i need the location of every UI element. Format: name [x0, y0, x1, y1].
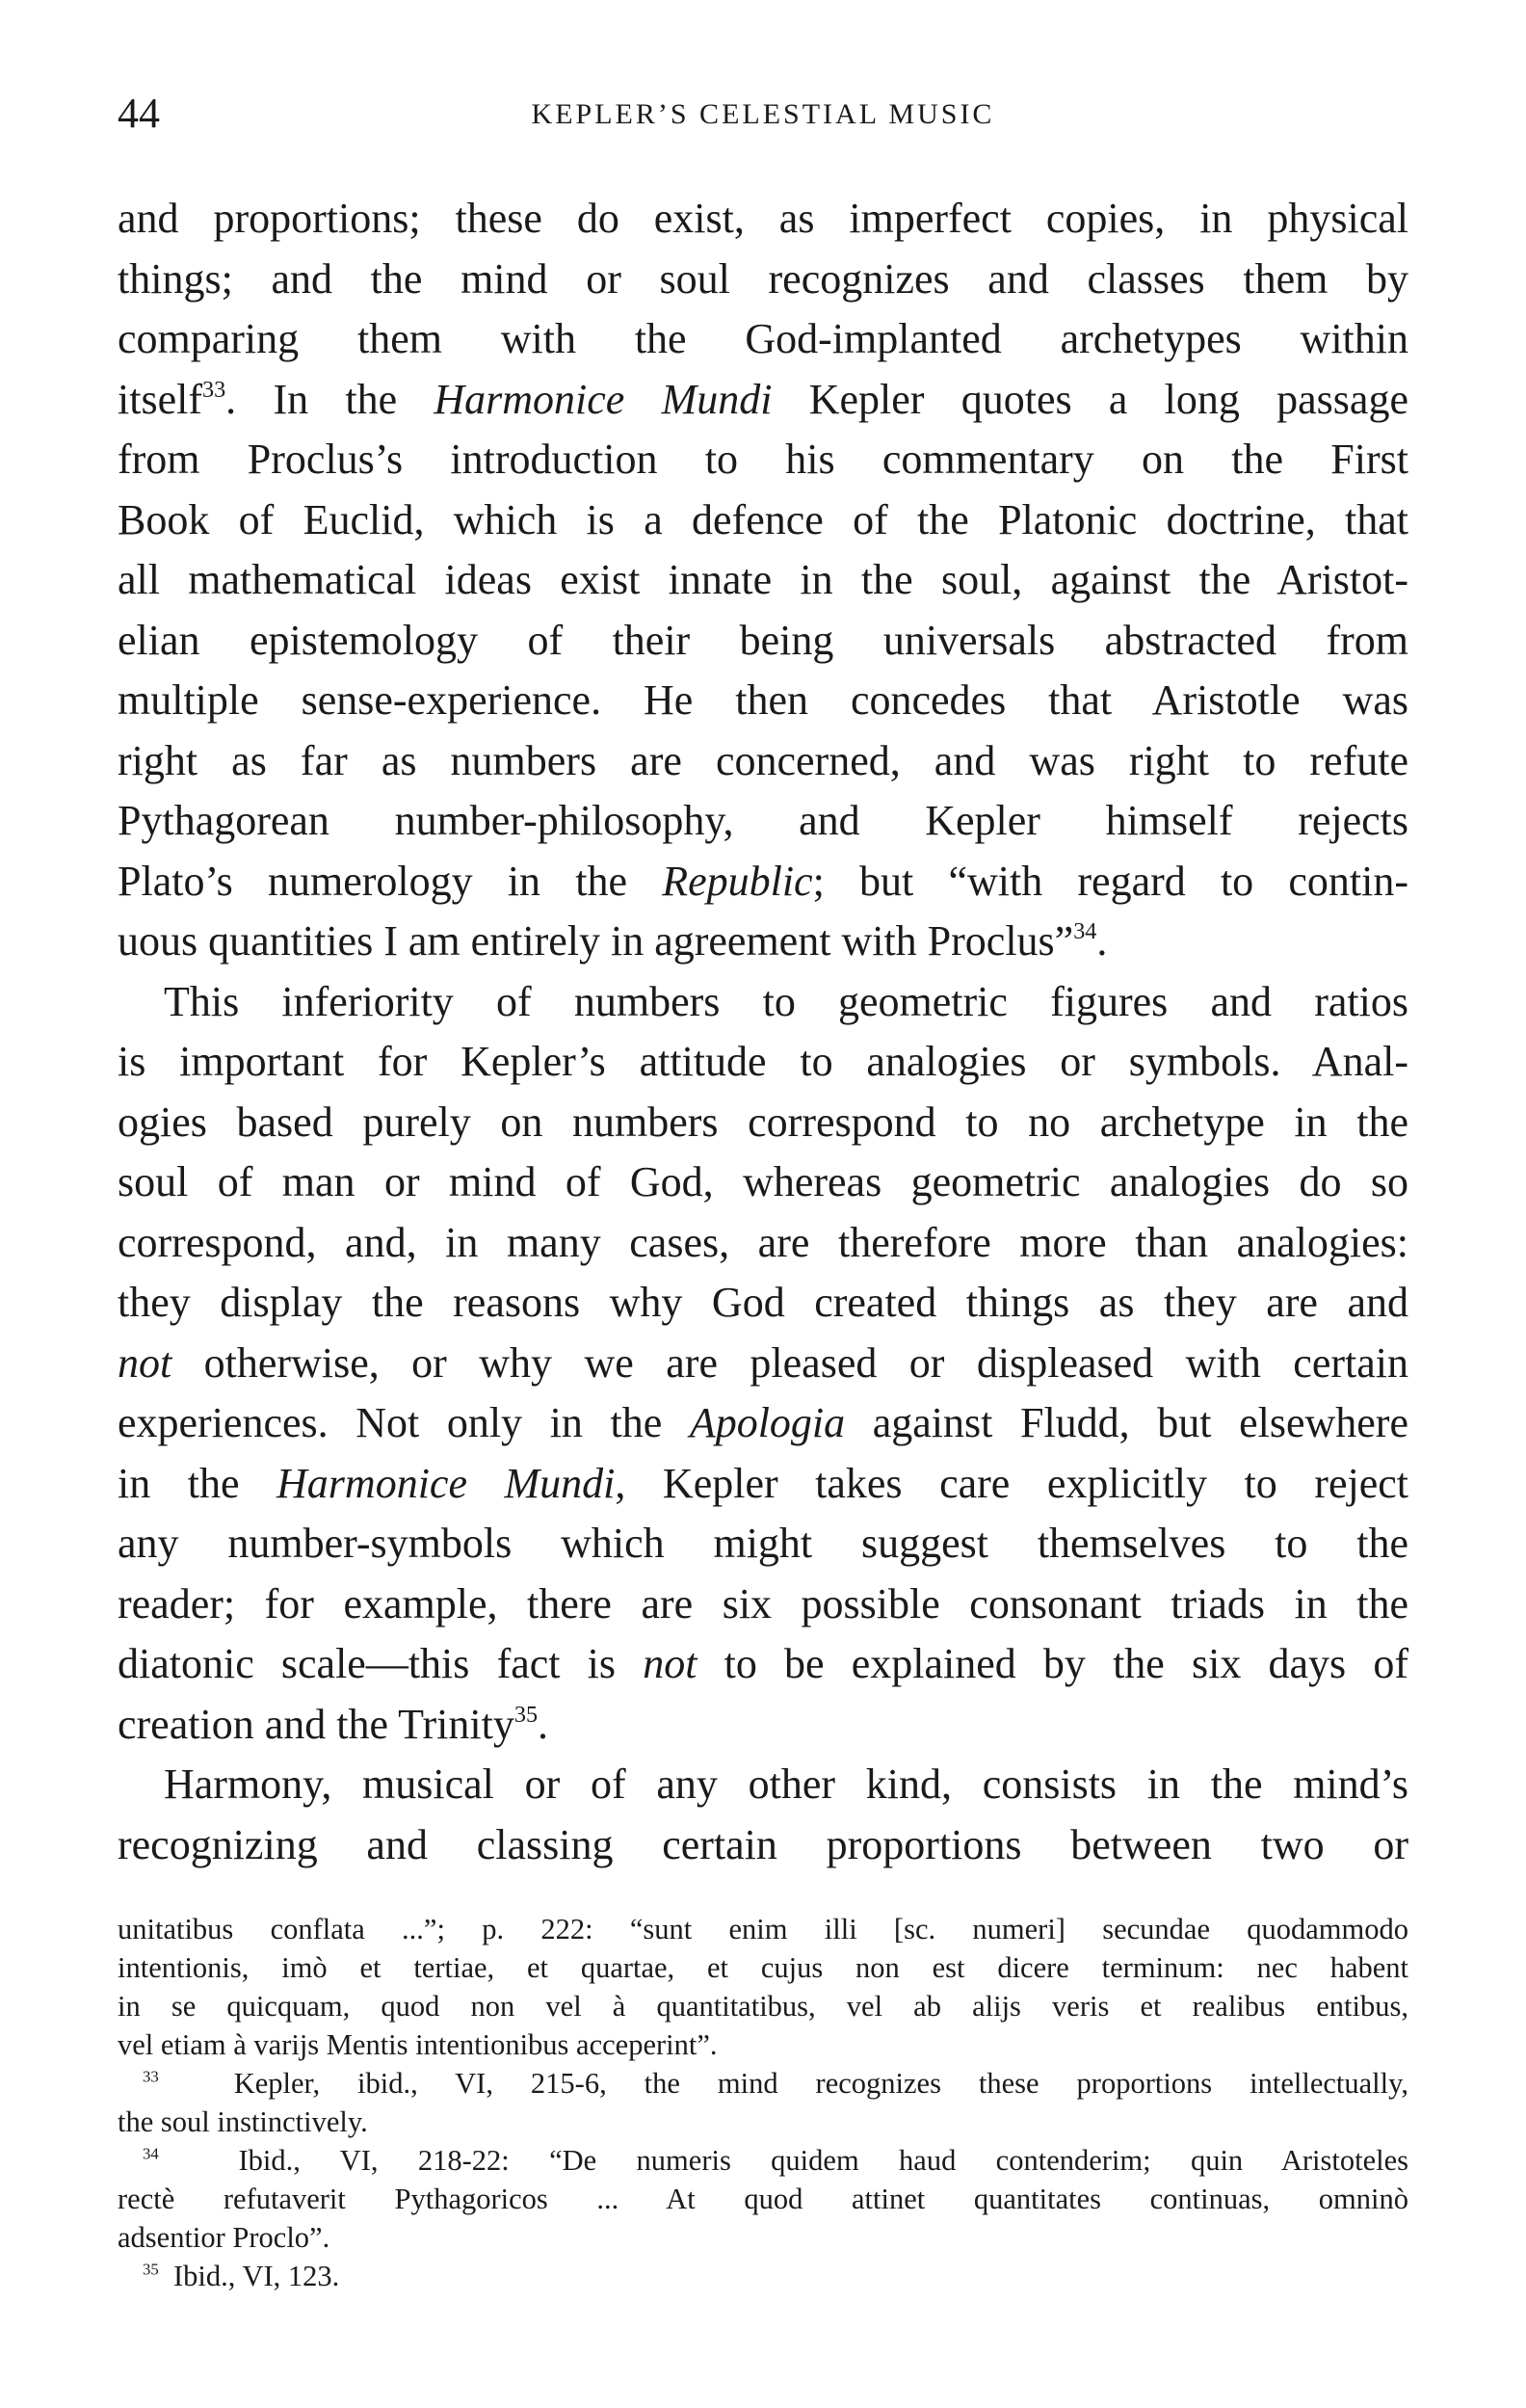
body-line: is important for Kepler’s attitude to analogies or symbols. Anal- — [118, 1038, 1408, 1085]
body-line: comparing them with the God-implanted archetypes within — [118, 315, 1408, 362]
footnote-line: unitatibus conflata ...”; p. 222: “sunt enim illi [sc. numeri] secundae quodammodo — [118, 1913, 1408, 1945]
body-line: not otherwise, or why we are pleased or displeased with certain — [118, 1338, 1408, 1387]
body-line: This inferiority of numbers to geometric figures and ratios — [164, 977, 1408, 1025]
footnotes — [118, 1910, 1408, 2295]
body-line: elian epistemology of their being universals abstracted from — [118, 616, 1408, 664]
running-title: KEPLER’S CELESTIAL MUSIC — [531, 98, 995, 130]
body-line: recognizing and classing certain proportions between two or — [118, 1820, 1408, 1868]
body-line: experiences. Not only in the Apologia against Fludd, but elsewhere — [118, 1399, 1408, 1446]
footnote-line: rectè refutaverit Pythagoricos ... At quod attinet quantitates continuas, omninò — [118, 2183, 1408, 2215]
body-text — [118, 189, 1408, 1875]
body-line: right as far as numbers are concerned, and was right to refute — [118, 736, 1408, 784]
footnote-33: $^{33}$ Kepler, ibid., VI, 215-6, the mind recognizes these proportions intellectually, — [143, 2067, 1408, 2100]
body-line: and proportions; these do exist, as imperfect copies, in physical — [118, 195, 1408, 242]
body-line: things; and the mind or soul recognizes and classes them by — [118, 254, 1408, 303]
body-line: Pythagorean number-philosophy, and Kepler himself rejects — [118, 797, 1408, 844]
body-line: Book of Euclid, which is a defence of the Platonic doctrine, that — [118, 495, 1408, 543]
body-line: creation and the Trinity$^{35}$. — [118, 1700, 549, 1748]
body-line: diatonic scale—this fact is not to be explained by the six days of — [118, 1640, 1408, 1687]
page-number: 44 — [118, 90, 160, 137]
footnote-line: vel etiam à varijs Mentis intentionibus acceperint”. — [118, 2028, 718, 2061]
footnote-line: adsentior Proclo”. — [118, 2221, 330, 2254]
body-line: from Proclus’s introduction to his commentary on the First — [118, 436, 1408, 483]
body-line: in the Harmonice Mundi, Kepler takes care explicitly to reject — [118, 1459, 1408, 1507]
footnote-34: $^{34}$ Ibid., VI, 218-22: “De numeris quidem haud contenderim; quin Aristoteles — [143, 2144, 1408, 2177]
body-line: reader; for example, there are six possible consonant triads in the — [118, 1579, 1408, 1627]
footnote-35: $^{35}$ Ibid., VI, 123. — [143, 2260, 340, 2292]
body-line: all mathematical ideas exist innate in the soul, against the Aristot- — [118, 556, 1408, 603]
body-line: they display the reasons why God created things as they are and — [118, 1279, 1408, 1326]
footnote-line: the soul instinctively. — [118, 2105, 368, 2138]
footnote-line: intentionis, imò et tertiae, et quartae, et cujus non est dicere terminum: nec habent — [118, 1951, 1408, 1984]
body-line: ogies based purely on numbers correspond to no archetype in the — [118, 1098, 1408, 1146]
body-line: any number-symbols which might suggest themselves to the — [118, 1520, 1408, 1567]
page-header — [118, 89, 1408, 146]
body-line: soul of man or mind of God, whereas geometric analogies do so — [118, 1158, 1408, 1205]
body-line: Plato’s numerology in the Republic; but “with regard to contin- — [118, 857, 1409, 905]
body-line: itself$^{33}$. In the Harmonice Mundi Kepler quotes a long passage — [118, 375, 1408, 423]
body-line: Harmony, musical or of any other kind, consists in the mind’s — [164, 1760, 1408, 1808]
body-line: correspond, and, in many cases, are therefore more than analogies: — [118, 1218, 1408, 1266]
footnote-line: in se quicquam, quod non vel à quantitatibus, vel ab alijs veris et realibus entibus, — [118, 1990, 1408, 2023]
body-line: uous quantities I am entirely in agreement with Proclus”$^{34}$. — [118, 917, 1108, 965]
body-line: multiple sense-experience. He then concedes that Aristotle was — [118, 676, 1408, 724]
